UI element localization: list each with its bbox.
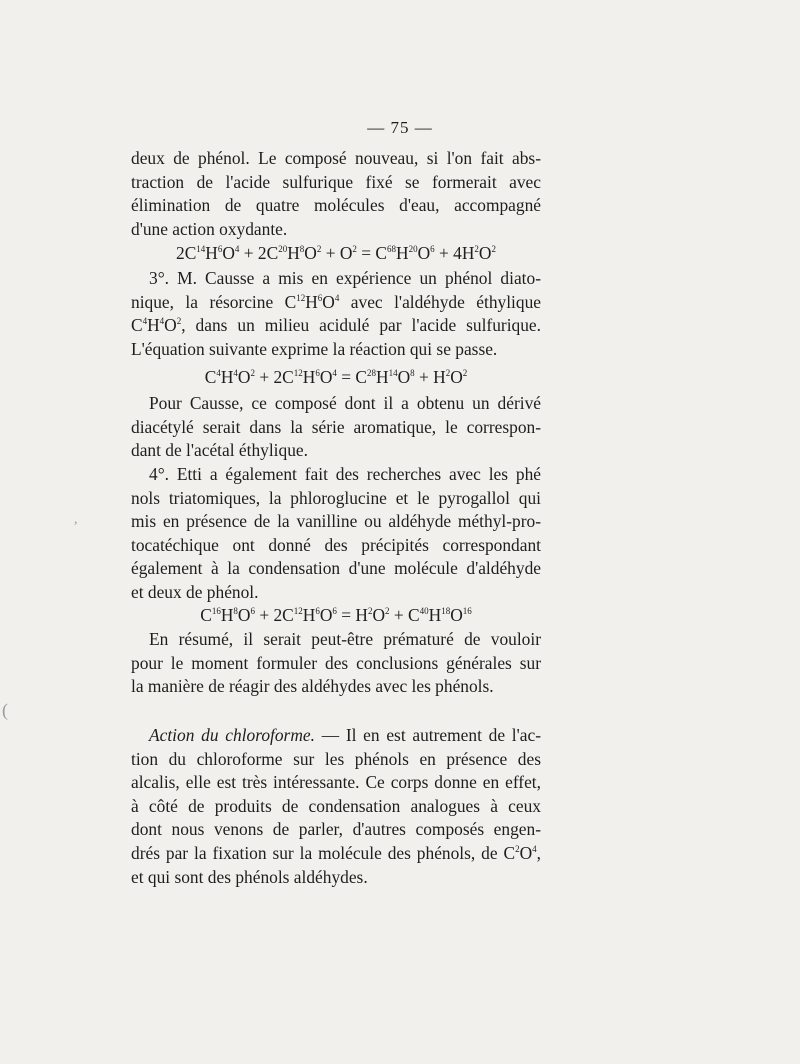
- eq-text: + C: [389, 605, 420, 625]
- equation-3: [131, 604, 541, 628]
- text-line: nols triatomiques, la phloroglucine et le pyrogallol qui: [131, 487, 541, 508]
- eq-text: O: [237, 367, 251, 387]
- eq-text: 2C: [176, 243, 197, 263]
- eq-sup: 2: [367, 606, 373, 616]
- text-line: 3°. M. Causse a mis en expérience un phénol diato-: [149, 268, 541, 288]
- text-line: [131, 314, 541, 338]
- sup: 4: [159, 316, 165, 327]
- eq-text: C: [204, 367, 217, 387]
- equation-2: [131, 366, 541, 390]
- eq-text: O: [372, 605, 386, 625]
- eq-text: O: [319, 367, 333, 387]
- text-line: L'équation suivante exprime la réaction qui se passe.: [131, 338, 498, 359]
- text-span: H: [305, 291, 318, 312]
- eq-sup: 16: [211, 606, 221, 616]
- eq-sup: 12: [293, 606, 303, 616]
- eq-sup: 6: [217, 244, 223, 254]
- text-line: alcalis, elle est très intéressante. Ce corps donne en effet,: [131, 772, 541, 793]
- equation-1: [131, 242, 541, 266]
- eq-text: + 2C: [254, 605, 294, 625]
- sup: 6: [317, 292, 323, 303]
- sup: 4: [532, 843, 537, 854]
- eq-sup: 6: [315, 368, 320, 378]
- eq-text: H: [220, 367, 234, 387]
- text-span: — Il en est autrement de l'ac-: [314, 725, 541, 745]
- text-line: [131, 842, 541, 866]
- eq-text: O: [478, 243, 492, 263]
- eq-sup: 2: [474, 244, 479, 254]
- eq-text: + 4H: [434, 243, 475, 263]
- eq-text: O: [319, 605, 333, 625]
- paragraph-6: [131, 724, 541, 889]
- text-line: et qui sont des phénols aldéhydes.: [131, 866, 368, 887]
- eq-sup: 8: [299, 244, 305, 254]
- eq-text: O: [397, 367, 411, 387]
- text-line: à côté de produits de condensation analogues à ceux: [131, 795, 541, 816]
- eq-sup: 18: [441, 606, 451, 616]
- text-line: tocatéchique ont donné des précipités correspondant: [131, 534, 541, 555]
- eq-sup: 16: [462, 606, 472, 616]
- text-line: élimination de quatre molécules d'eau, accompagné: [131, 195, 541, 216]
- margin-mark: ,: [74, 512, 78, 527]
- eq-sup: 6: [332, 606, 337, 616]
- eq-sup: 6: [430, 244, 435, 254]
- eq-text: + O: [321, 243, 353, 263]
- eq-text: H: [302, 367, 316, 387]
- eq-sup: 14: [388, 368, 398, 378]
- paragraph-5: [131, 628, 541, 699]
- eq-text: H: [205, 243, 218, 263]
- eq-sup: 20: [278, 244, 288, 254]
- eq-text: + 2C: [239, 243, 279, 263]
- text-span: avec l'aldéhyde éthylique: [339, 291, 541, 312]
- eq-sup: 2: [385, 606, 390, 616]
- eq-text: O: [417, 243, 431, 263]
- eq-sup: 4: [234, 244, 240, 254]
- eq-sup: 8: [233, 606, 238, 616]
- eq-sup: 2: [316, 244, 322, 254]
- text-line: et deux de phénol.: [131, 581, 259, 602]
- eq-text: C: [200, 605, 212, 625]
- text-line: En résumé, il serait peut-être prématuré de vouloir: [149, 629, 541, 649]
- text-line: dant de l'acétal éthylique.: [131, 440, 308, 461]
- sup: 2: [515, 843, 520, 854]
- sup: 4: [334, 292, 340, 303]
- eq-text: H: [220, 605, 234, 625]
- eq-sup: 40: [419, 606, 429, 616]
- eq-sup: 20: [408, 244, 418, 254]
- eq-text: O: [450, 367, 463, 387]
- text-span: O: [164, 315, 177, 336]
- eq-sup: 12: [293, 368, 303, 378]
- paragraph-4: [131, 463, 541, 605]
- eq-sup: 4: [233, 368, 238, 378]
- paragraph-2: [131, 267, 541, 361]
- text-span: H: [147, 315, 160, 336]
- text-span: , dans un milieu acidulé par l'acide sulfurique.: [181, 315, 541, 336]
- eq-sup: 2: [491, 244, 496, 254]
- text-line: dont nous venons de parler, d'autres composés engen-: [131, 819, 541, 840]
- text-span: C: [131, 315, 143, 336]
- margin-mark: (: [2, 700, 8, 720]
- text-line: traction de l'acide sulfurique fixé se formerait avec: [131, 171, 541, 192]
- text-line: d'une action oxydante.: [131, 218, 288, 239]
- eq-text: H: [302, 605, 316, 625]
- eq-text: H: [428, 605, 442, 625]
- eq-text: H: [287, 243, 300, 263]
- eq-sup: 2: [352, 244, 357, 254]
- eq-sup: 2: [250, 368, 255, 378]
- text-line: la manière de réagir des aldéhydes avec les phénols.: [131, 676, 494, 697]
- eq-text: + H: [414, 367, 446, 387]
- eq-sup: 68: [387, 244, 397, 254]
- eq-sup: 6: [250, 606, 255, 616]
- eq-sup: 6: [315, 606, 320, 616]
- text-line: tion du chloroforme sur les phénols en présence des: [131, 748, 541, 769]
- text-line: deux de phénol. Le composé nouveau, si l'on fait abs-: [131, 148, 541, 168]
- text-span: nique, la résorcine C: [131, 291, 297, 312]
- eq-sup: 2: [445, 368, 451, 378]
- eq-text: O: [304, 243, 317, 263]
- page-number: — 75 —: [367, 118, 433, 137]
- eq-sup: 4: [332, 368, 337, 378]
- eq-text: H: [376, 367, 389, 387]
- text-line: également à la condensation d'une molécule d'aldéhyde: [131, 558, 541, 579]
- text-line: 4°. Etti a également fait des recherches avec les phé: [149, 464, 541, 484]
- text-line: diacétylé serait dans la série aromatique, le correspon-: [131, 416, 541, 437]
- text-span: ,: [536, 842, 541, 863]
- text-span: drés par la fixation sur la molécule des phénols, de C: [131, 842, 516, 863]
- eq-text: O: [222, 243, 235, 263]
- section-heading: Action du chloroforme.: [149, 725, 315, 745]
- sup: 12: [296, 292, 306, 303]
- eq-sup: 8: [410, 368, 415, 378]
- eq-text: H: [396, 243, 409, 263]
- text-line: Pour Causse, ce composé dont il a obtenu un dérivé: [149, 393, 541, 413]
- text-span: O: [519, 842, 533, 863]
- text-line: pour le moment formuler des conclusions générales sur: [131, 652, 541, 673]
- eq-text: + 2C: [254, 367, 294, 387]
- text-line: mis en présence de la vanilline ou aldéhyde méthyl-pro-: [131, 511, 541, 532]
- eq-sup: 4: [216, 368, 221, 378]
- paragraph-1: [131, 147, 541, 241]
- paragraph-3: [131, 392, 541, 463]
- eq-sup: 14: [196, 244, 206, 254]
- eq-sup: 28: [367, 368, 377, 378]
- text-line: [131, 291, 541, 315]
- eq-text: = C: [356, 243, 388, 263]
- text-span: O: [322, 291, 335, 312]
- text-line: [131, 724, 541, 748]
- eq-text: = H: [336, 605, 368, 625]
- sup: 2: [176, 316, 182, 327]
- sup: 4: [142, 316, 148, 327]
- eq-text: = C: [336, 367, 368, 387]
- eq-text: O: [237, 605, 251, 625]
- eq-sup: 2: [462, 368, 468, 378]
- eq-text: O: [450, 605, 463, 625]
